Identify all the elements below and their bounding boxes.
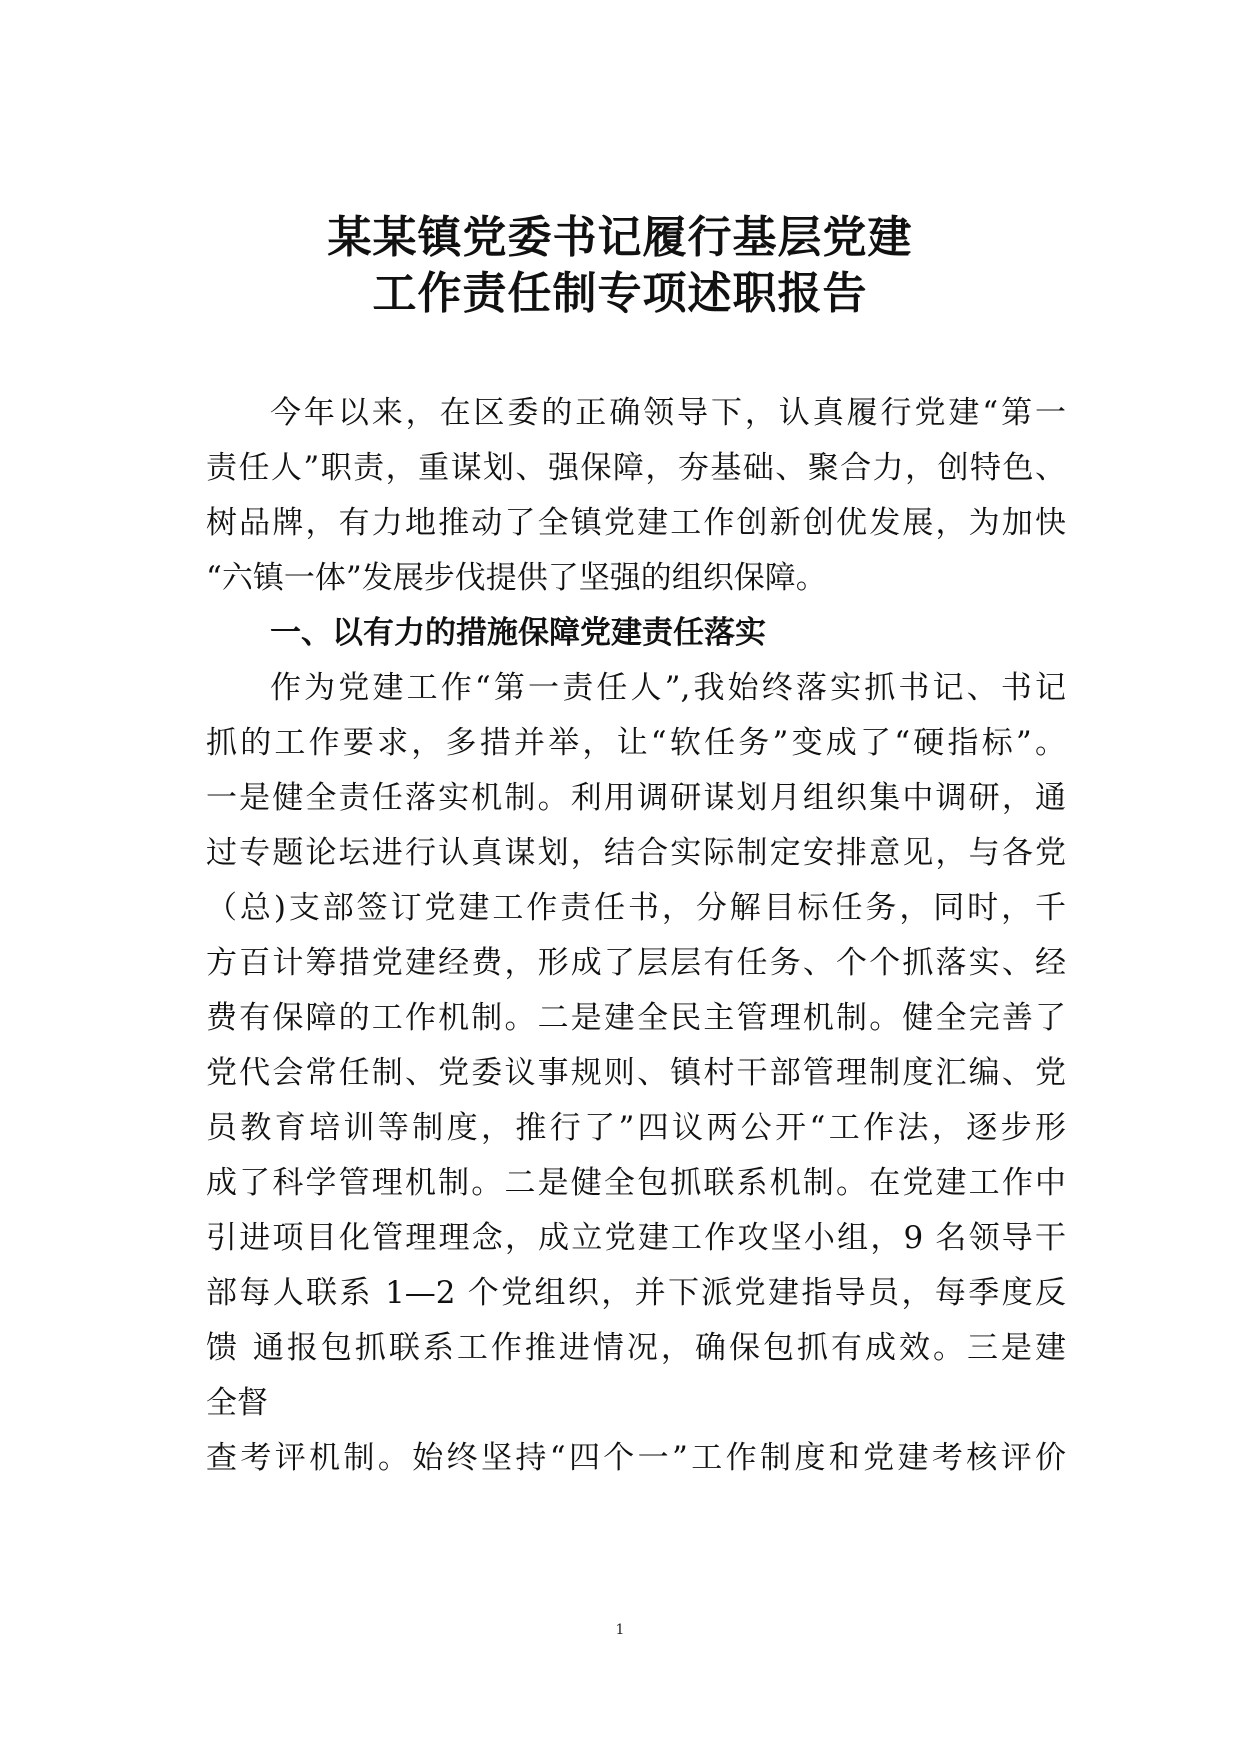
paragraph-line: 责任人”职责，重谋划、强保障，夯基础、聚合力，创特色、 [206, 450, 1066, 486]
paragraph-line: 成了科学管理机制。二是健全包抓联系机制。在党建工作中 [206, 1165, 1066, 1201]
paragraph-line: 方百计筹措党建经费，形成了层层有任务、个个抓落实、经 [206, 945, 1066, 981]
paragraph-line: 今年以来，在区委的正确领导下，认真履行党建“第一 [270, 395, 1066, 431]
paragraph-line: 查考评机制。始终坚持“四个一”工作制度和党建考核评价 [206, 1440, 1066, 1476]
paragraph-line: 部每人联系 1—2 个党组织，并下派党建指导员，每季度反 [206, 1275, 1066, 1311]
paragraph-line: （总)支部签订党建工作责任书，分解目标任务，同时，千 [206, 890, 1066, 926]
section-heading: 一、以有力的措施保障党建责任落实 [270, 615, 766, 651]
paragraph-line: 费有保障的工作机制。二是建全民主管理机制。健全完善了 [206, 1000, 1066, 1036]
title-line-2: 工作责任制专项述职报告 [372, 268, 868, 319]
title-line-1: 某某镇党委书记履行基层党建 [327, 212, 913, 263]
document-body [206, 386, 1066, 1486]
page-number: 1 [615, 1622, 625, 1638]
document-title [0, 210, 1240, 322]
paragraph-line: 引进项目化管理理念，成立党建工作攻坚小组，9 名领导干 [206, 1220, 1066, 1256]
paragraph-line: 馈 通报包抓联系工作推进情况，确保包抓有成效。三是建 [206, 1330, 1066, 1366]
paragraph-line: 一是健全责任落实机制。利用调研谋划月组织集中调研，通 [206, 780, 1066, 816]
paragraph-line: 抓的工作要求，多措并举，让“软任务”变成了“硬指标”。 [206, 725, 1066, 761]
paragraph-line: 全督 [206, 1385, 268, 1421]
paragraph-line: 作为党建工作“第一责任人”,我始终落实抓书记、书记 [270, 670, 1066, 706]
paragraph-line: 员教育培训等制度，推行了”四议两公开“工作法，逐步形 [206, 1110, 1066, 1146]
paragraph-line: 树品牌，有力地推动了全镇党建工作创新创优发展，为加快 [206, 505, 1066, 541]
paragraph-line: 党代会常任制、党委议事规则、镇村干部管理制度汇编、党 [206, 1055, 1066, 1091]
paragraph-line: “六镇一体”发展步伐提供了坚强的组织保障。 [206, 560, 827, 596]
paragraph-line: 过专题论坛进行认真谋划，结合实际制定安排意见，与各党 [206, 835, 1066, 871]
